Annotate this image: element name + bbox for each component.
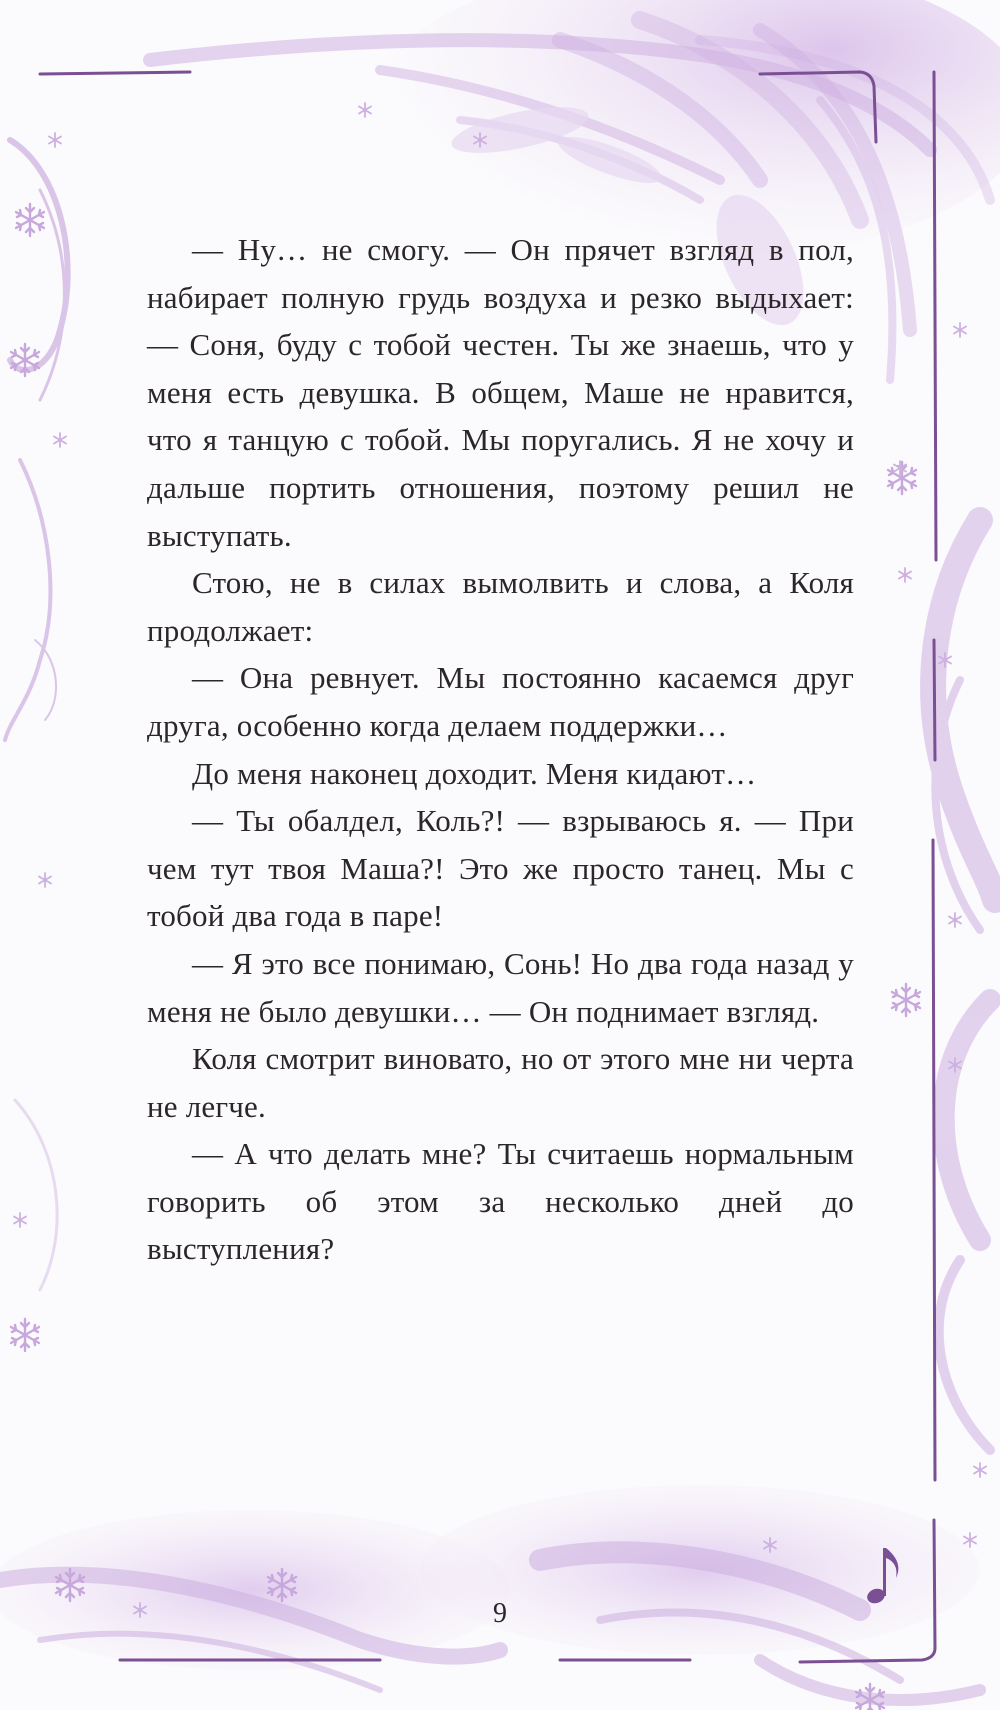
body-text [147, 226, 854, 1273]
paragraph-7: Коля смотрит виновато, но от этого мне ни черта не легче. [147, 1041, 854, 1124]
page-number: 9 [493, 1598, 507, 1629]
paragraph-4: До меня наконец доходит. Меня кидают… [192, 755, 757, 791]
paragraph-3: — Она ревнует. Мы постоянно касаемся друг друга, особенно когда делаем поддержки… [147, 660, 854, 743]
paragraph-6: — Я это все понимаю, Сонь! Но два года назад у меня не было девушки… — Он поднимает взгляд. [147, 945, 854, 1029]
paragraph-8: — А что делать мне? Ты считаешь нормальным говорить об этом за несколько дней до выступления? [147, 1136, 854, 1267]
paragraph-5: — Ты обалдел, Коль?! — взрываюсь я. — При чем тут твоя Маша?! Это же просто танец. Мы с тобой два года в паре! [147, 803, 854, 934]
paragraph-2: Стою, не в силах вымолвить и слова, а Коля продолжает: [147, 565, 854, 648]
paragraph-1: — Ну… не смогу. — Он прячет взгляд в пол, набирает полную грудь воздуха и резко выдыхает: — Соня, буду с тобой честен. Ты же знаешь, что у меня есть девушка. В общем, Маше не нравится, что я танцую с тобой. Мы поругались. Я не хочу и дальше портить отношения, поэтому решил не выступать. [147, 232, 854, 553]
